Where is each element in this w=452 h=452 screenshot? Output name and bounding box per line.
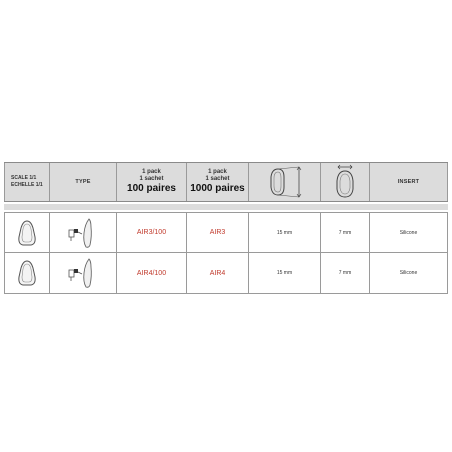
insert-cell <box>370 253 448 293</box>
type-cell <box>50 253 117 293</box>
width-header <box>321 163 370 201</box>
pad-cell <box>4 253 50 293</box>
quantity-label: 1000 paires <box>190 183 245 194</box>
ref-1000: AIR4 <box>209 269 226 277</box>
type-label: TYPE <box>75 179 91 185</box>
pack-100-header <box>117 163 187 201</box>
ref-100: AIR4/100 <box>136 269 167 277</box>
pad-width-diagram-icon <box>330 163 360 201</box>
insert-header <box>370 163 448 201</box>
pack-line: 1 pack <box>208 169 227 175</box>
ref-1000-cell <box>187 213 249 252</box>
ref-1000: AIR3 <box>209 229 226 236</box>
header-separator <box>4 204 448 210</box>
insert-value: Silicone <box>399 270 418 276</box>
table-row <box>4 253 448 294</box>
width-cell <box>321 213 370 252</box>
pad-length-diagram-icon <box>265 163 305 201</box>
ref-100-cell <box>117 253 187 293</box>
table-header <box>4 162 448 202</box>
length-value: 15 mm <box>276 270 293 276</box>
width-cell <box>321 253 370 293</box>
ref-100-cell <box>117 213 187 252</box>
type-cell <box>50 213 117 252</box>
length-value: 15 mm <box>276 229 293 236</box>
scale-header <box>4 163 50 201</box>
length-cell <box>249 213 321 252</box>
pack-1000-header <box>187 163 249 201</box>
nose-pad-icon <box>14 258 40 288</box>
ref-100: AIR3/100 <box>136 229 167 236</box>
pack-line: 1 pack <box>142 169 161 175</box>
table-row <box>4 212 448 253</box>
pad-cell <box>4 213 50 252</box>
sachet-line: 1 sachet <box>205 176 230 182</box>
width-value: 7 mm <box>338 229 352 236</box>
echelle-label: ECHELLE 1/1 <box>11 182 43 188</box>
quantity-label: 100 paires <box>127 183 176 194</box>
length-header <box>249 163 321 201</box>
length-cell <box>249 253 321 293</box>
pad-side-profile-icon <box>61 216 105 250</box>
insert-cell <box>370 213 448 252</box>
sachet-line: 1 sachet <box>139 176 164 182</box>
scale-label: SCALE 1/1 <box>11 175 37 181</box>
insert-label: INSERT <box>397 179 420 185</box>
width-value: 7 mm <box>338 270 352 276</box>
insert-value: Silicone <box>399 229 418 236</box>
type-header <box>50 163 117 201</box>
pad-side-profile-icon <box>61 256 105 290</box>
ref-1000-cell <box>187 253 249 293</box>
nose-pad-icon <box>14 218 40 248</box>
